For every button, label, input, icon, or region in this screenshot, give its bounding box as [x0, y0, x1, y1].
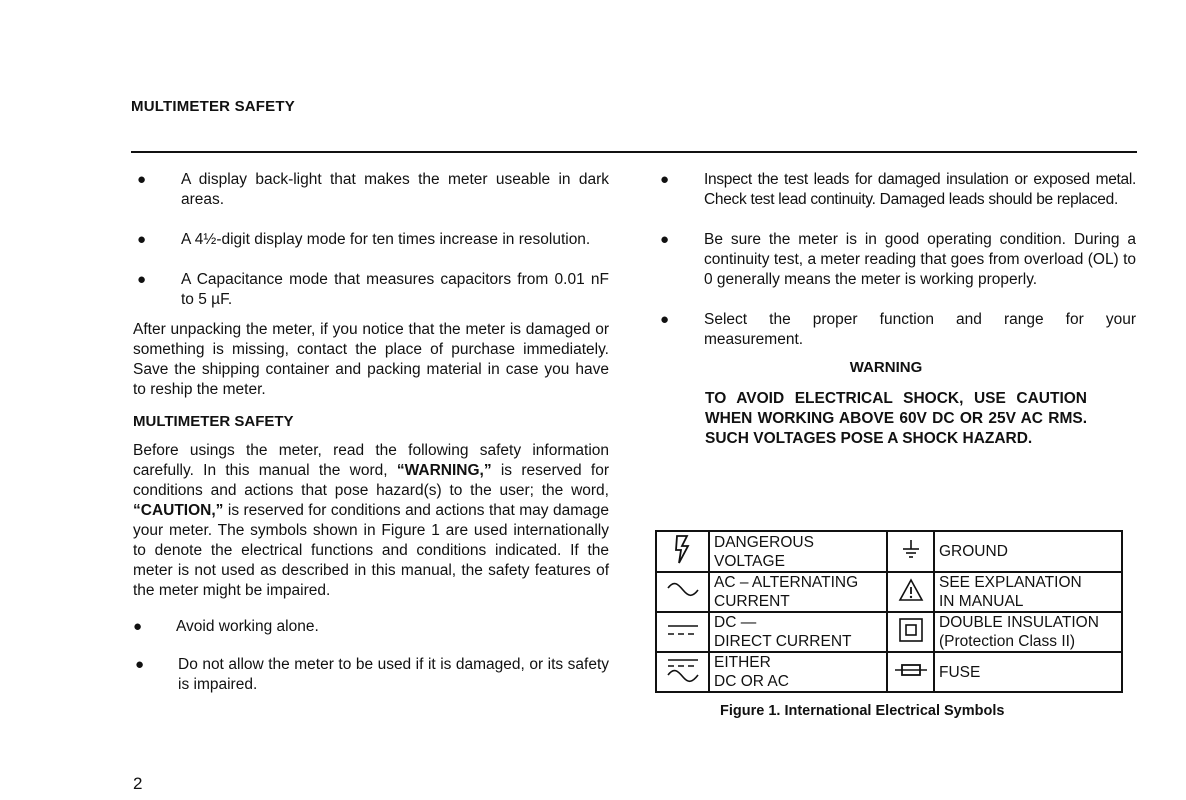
- dc-icon: [656, 612, 709, 652]
- safety-paragraph: Before usings the meter, read the following safety information carefully. In this manual the word, “WARNING,” is reserved for conditions and actions that pose hazard(s) to the user; the word, “CAUTION,” is reserved for conditions and actions that may damage your meter. The symbols shown in Figure 1 are used internationally to denote the electrical functions and conditions indicated. If the meter is not used as described in this manual, the safety features of the meter might be impaired.: [133, 442, 609, 599]
- warning-triangle-icon: [887, 572, 934, 612]
- ground-icon: [887, 531, 934, 572]
- list-item: ● Inspect the test leads for damaged insulation or exposed metal. Check test lead continuity. Damaged leads should be replaced.: [660, 171, 1136, 208]
- page-number: 2: [133, 774, 143, 793]
- table-row: DC — DIRECT CURRENT DOUBLE INSULATION (Protection Class II): [656, 612, 1122, 652]
- right-column: [656, 170, 1136, 449]
- bullet-icon: ●: [660, 311, 670, 328]
- bullet-icon: ●: [137, 271, 147, 288]
- table-row: AC – ALTERNATING CURRENT SEE EXPLANATION IN MANUAL: [656, 572, 1122, 612]
- list-item: ● Avoid working alone.: [133, 618, 319, 635]
- left-column: [133, 170, 609, 695]
- header-divider: [131, 151, 1137, 153]
- list-item: ● Be sure the meter is in good operating condition. During a continuity test, a meter reading that goes from overload (OL) to 0 generally means the meter is working properly.: [660, 231, 1136, 288]
- bullet-icon: ●: [133, 618, 143, 635]
- caution-keyword: “CAUTION,”: [133, 502, 224, 519]
- section-heading: MULTIMETER SAFETY: [133, 413, 294, 430]
- double-insulation-icon: [887, 612, 934, 652]
- bullet-icon: ●: [135, 656, 145, 673]
- ac-dc-icon: [656, 652, 709, 692]
- unpack-paragraph: After unpacking the meter, if you notice that the meter is damaged or something is missing, contact the place of purchase immediately. Save the shipping container and packing material in case you have to reship the meter.: [133, 321, 609, 398]
- table-row: DANGEROUS VOLTAGE GROUND: [656, 531, 1122, 572]
- table-row: EITHER DC OR AC FUSE: [656, 652, 1122, 692]
- page-title: MULTIMETER SAFETY: [131, 98, 295, 115]
- warning-title: WARNING: [849, 359, 923, 376]
- list-item: ● A Capacitance mode that measures capacitors from 0.01 nF to 5 µF.: [137, 271, 609, 308]
- warning-text: TO AVOID ELECTRICAL SHOCK, USE CAUTION WHEN WORKING ABOVE 60V DC OR 25V AC RMS. SUCH VOLTAGES POSE A SHOCK HAZARD.: [705, 390, 1087, 447]
- lightning-icon: [656, 531, 709, 572]
- list-item: ● A display back-light that makes the meter useable in dark areas.: [137, 171, 609, 208]
- ac-wave-icon: [656, 572, 709, 612]
- symbols-table: [655, 530, 1123, 693]
- list-item: ● A 4½-digit display mode for ten times increase in resolution.: [137, 231, 591, 248]
- warning-keyword: “WARNING,”: [396, 462, 492, 479]
- bullet-icon: ●: [137, 231, 147, 248]
- bullet-icon: ●: [660, 171, 670, 188]
- figure-caption: Figure 1. International Electrical Symbols: [720, 703, 1005, 719]
- list-item: ● Select the proper function and range for your measurement.: [660, 311, 1136, 348]
- list-item: ● Do not allow the meter to be used if it is damaged, or its safety is impaired.: [135, 656, 609, 693]
- bullet-icon: ●: [660, 231, 670, 248]
- bullet-icon: ●: [137, 171, 147, 188]
- fuse-icon: [887, 652, 934, 692]
